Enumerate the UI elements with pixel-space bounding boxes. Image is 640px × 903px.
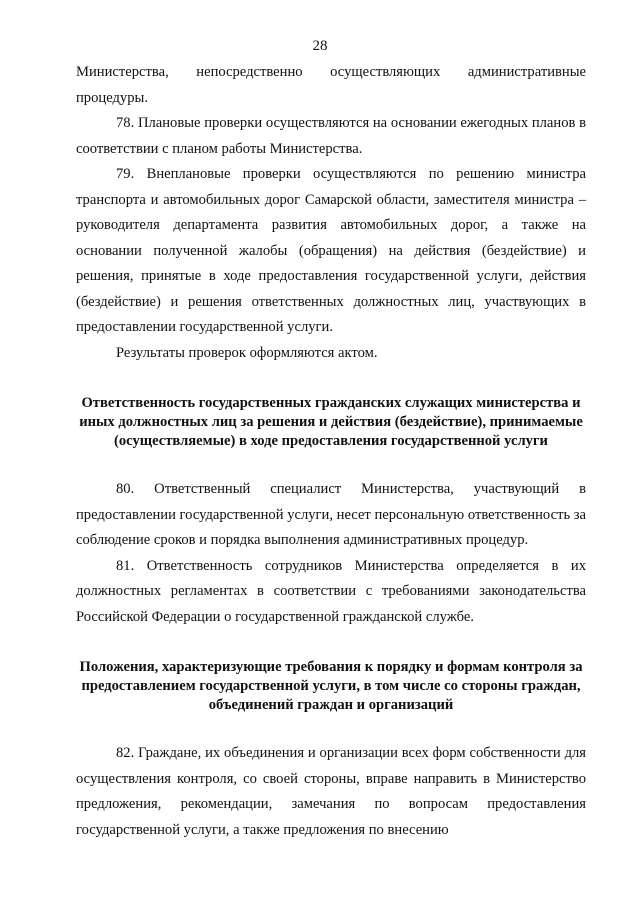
paragraph-78: 78. Плановые проверки осуществляются на основании ежегодных планов в соответствии с планом работы Министерства. (76, 115, 586, 157)
page-number: 28 (312, 38, 328, 54)
paragraph-82: 82. Граждане, их объединения и организации всех форм собственности для осуществления контроля, со своей стороны, вправе направить в Министерство предложения, рекомендации, замечания по вопросам предоставления государственной услуги, а также предложения по внесению (76, 745, 586, 838)
section-heading-control: Положения, характеризующие требования к порядку и формам контроля за предоставлением государственной услуги, в том числе со стороны граждан, объединений граждан и организаций (79, 659, 583, 713)
paragraph-80: 80. Ответственный специалист Министерства, участвующий в предоставлении государственной услуги, несет персональную ответственность за соблюдение сроков и порядка выполнения административных процедур. (76, 481, 586, 548)
paragraph-81: 81. Ответственность сотрудников Министерства определяется в их должностных регламентах в соответствии с требованиями законодательства Российской Федерации о государственной гражданской службе. (76, 557, 586, 625)
paragraph-results: Результаты проверок оформляются актом. (116, 344, 378, 361)
section-heading-responsibility: Ответственность государственных гражданских служащих министерства и иных должностных лиц за решения и действия (бездействие), принимаемые (осуществляемые) в ходе предоставления государственной услуги (79, 395, 583, 449)
paragraph-79: 79. Внеплановые проверки осуществляются по решению министра транспорта и автомобильных дорог Самарской области, заместителя министра – руководителя департамента развития автомобильных дорог, а также на основании полученной жалобы (обращения) на действия (бездействие) и решения, принятые в ходе предоставления государственной услуги, действия (бездействие) и решения ответственных должностных лиц, участвующих в предоставлении государственной услуги. (76, 166, 586, 335)
paragraph-continuation: Министерства, непосредственно осуществляющих административные процедуры. (76, 64, 586, 106)
document-body (76, 60, 586, 843)
